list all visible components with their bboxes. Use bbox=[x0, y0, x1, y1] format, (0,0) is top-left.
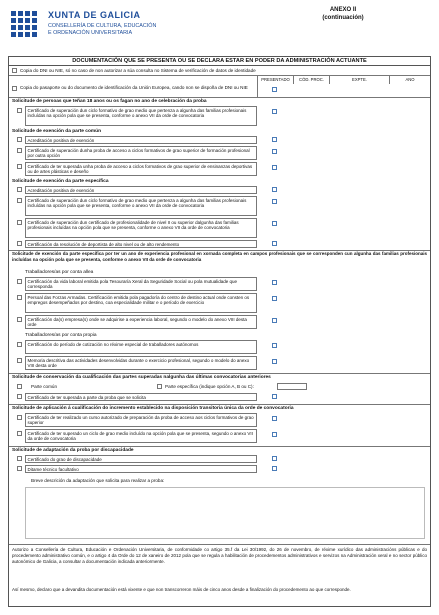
org-subtitle-line1: CONSELLERÍA DE CULTURA, EDUCACIÓN bbox=[48, 23, 157, 29]
common-part-label: Parte común bbox=[31, 384, 58, 389]
col-presentado: PRESENTADO bbox=[257, 76, 293, 84]
self-item-2-presented[interactable] bbox=[272, 359, 277, 364]
specific-item-1: Acreditación positiva de exención bbox=[25, 186, 257, 194]
employed-item-1-checkbox[interactable] bbox=[17, 279, 22, 284]
under18-item: Certificado de superación dun ciclo formativo de grao medio que pertenza a algunha das familias profesionais incluídas na opción pola que se presenta, conforme o anexo VII da orde de convocatoria bbox=[25, 106, 257, 126]
self-item-2: Memoria descritiva das actividades desenvolvidas durante o exercicio profesional, segundo o modelo do anexo VIII desta orde bbox=[25, 356, 257, 370]
employed-item-1-presented[interactable] bbox=[272, 280, 277, 285]
conservation-item-presented[interactable] bbox=[272, 394, 277, 399]
specific-item-1-presented[interactable] bbox=[272, 187, 277, 192]
declaration-paragraph: Así mesmo, declaro que a devandita documentación está vixente e que non transcorreron máis de cinco anos desde a finalización do procedemento ao que corresponde. bbox=[12, 587, 351, 592]
section-under18: Solicitude de persoas que teñan 18 anos ou os fagan no ano de celebración da proba bbox=[12, 99, 207, 104]
specific-item-4: Certificación da resolución de deportista de alto nivel ou de alto rendemento bbox=[25, 240, 257, 248]
specific-item-3-presented[interactable] bbox=[272, 221, 277, 226]
org-name: XUNTA DE GALICIA bbox=[48, 10, 141, 20]
common-item-2-checkbox[interactable] bbox=[17, 148, 22, 153]
passport-checkbox[interactable] bbox=[12, 86, 17, 91]
increment-item-2-checkbox[interactable] bbox=[17, 431, 22, 436]
employed-item-3-presented[interactable] bbox=[272, 318, 277, 323]
col-ano: ANO bbox=[389, 76, 430, 84]
passport-presented-checkbox[interactable] bbox=[272, 87, 277, 92]
conservation-item: Certificado de ter superada a parte da proba que se solicita bbox=[25, 393, 257, 401]
adaptation-item-2-checkbox[interactable] bbox=[17, 466, 22, 471]
annex-title: ANEXO II bbox=[329, 7, 357, 13]
employed-item-2-presented[interactable] bbox=[272, 296, 277, 301]
annex-subtitle: (continuación) bbox=[322, 15, 364, 21]
passport-label: Copia do pasaporte ou do documento de identificación da Unión Europea, cando non se dispoña de DNI ou NIE bbox=[20, 85, 248, 90]
org-subtitle bbox=[48, 23, 188, 37]
page-header bbox=[8, 4, 431, 54]
self-item-1: Certificación do período de cotización no réxime especial de traballadores autónomos bbox=[25, 340, 257, 354]
conservation-item-checkbox[interactable] bbox=[17, 394, 22, 399]
adaptation-brief-label: Breve descrición da adaptación que solicita para realizar a proba: bbox=[31, 478, 165, 483]
col-cod-proc: CÓD. PROC. bbox=[293, 76, 329, 84]
employed-item-2: Persoal das Forzas Armadas. Certificación emitida pola pagadoría do centro de destino actual onde consten os empregos desempeñados por destino, coa especialidade militar e o período de exercicio bbox=[25, 293, 257, 313]
common-item-3-presented[interactable] bbox=[272, 165, 277, 170]
specific-item-4-checkbox[interactable] bbox=[17, 241, 22, 246]
self-item-1-checkbox[interactable] bbox=[17, 342, 22, 347]
specific-item-3: Certificado de superación dun certificado de profesionalidade de nivel II ou superior dalgunha das familias profesionais incluídas na opción pola que se presenta, conforme o anexo VII da orde de convocatoria bbox=[25, 218, 257, 238]
id-copy-label: Copia do DNI ou NIE, só no caso de non autorizar a súa consulta no Sistema de verificación de datos de identidade bbox=[20, 68, 256, 73]
subsection-self-employed: Traballadores/as por conta propia bbox=[25, 333, 97, 338]
annex-heading bbox=[298, 6, 388, 22]
employed-item-3: Certificación da(s) empresa(s) onde se adquirise a experiencia laboral, segundo o modelo do anexo VIII desta orde bbox=[25, 315, 257, 329]
adaptation-item-2: Ditame técnico facultativo bbox=[25, 465, 257, 473]
section-common-exemption: Solicitude de exención da parte común bbox=[12, 129, 102, 134]
common-item-1-presented[interactable] bbox=[272, 137, 277, 142]
section-adaptation: Solicitude de adaptación da proba por discapacidade bbox=[12, 448, 134, 453]
section-conservation: Solicitude de conservación da cualificación das partes superadas nalgunha das últimas convocatorias anteriores bbox=[12, 375, 271, 380]
section-experience: Solicitude de exención da parte específica por ter un ano de experiencia profesional en xornada completa en campos profesionais que se corresponden cun algunha das familias profesionais incluídas na opción pola que se presenta, conforme o anexo VII da orde de convocatoria bbox=[12, 251, 427, 262]
increment-item-1-checkbox[interactable] bbox=[17, 415, 22, 420]
xunta-logo-icon bbox=[10, 10, 40, 44]
authorization-paragraph: Autorizo a Consellería de Cultura, Educación e Ordenación Universitaria, de conformidade co artigo 35.f da Lei 30/1992, do 26 de novembro, de réxime xurídico das administracións públicas e do procedemento administrativo común, e o artigo 4 da Orde do 12 de xaneiro de 2012 pola que se regula a habilitación de procedementos administrativos e servizos na Administración xeral e no sector público autonómico de Galicia, a consultar a documentación indicada anteriormente. bbox=[12, 547, 427, 564]
specific-part-checkbox[interactable] bbox=[157, 384, 162, 389]
increment-item-1: Certificado de ter realizado un curso autorizado de preparación da proba de acceso aos ciclos formativos de grao superior bbox=[25, 413, 257, 427]
specific-item-1-checkbox[interactable] bbox=[17, 187, 22, 192]
specific-item-2-checkbox[interactable] bbox=[17, 198, 22, 203]
increment-item-2: Certificado de ter superado un ciclo de grao medio incluído na opción pola que se presenta, segundo o anexo VII da orde de convocatoria bbox=[25, 429, 257, 443]
specific-item-2-presented[interactable] bbox=[272, 199, 277, 204]
org-subtitle-line2: E ORDENACIÓN UNIVERSITARIA bbox=[48, 30, 133, 36]
common-part-checkbox[interactable] bbox=[17, 384, 22, 389]
common-item-1-checkbox[interactable] bbox=[17, 137, 22, 142]
common-item-2-presented[interactable] bbox=[272, 149, 277, 154]
increment-item-2-presented[interactable] bbox=[272, 432, 277, 437]
section-increment: Solicitude de aplicación á cualificación do incremento establecido na disposición transitoria única da orde de convocatoria bbox=[12, 406, 294, 411]
under18-presented-checkbox[interactable] bbox=[272, 109, 277, 114]
col-expte: EXPTE. bbox=[329, 76, 389, 84]
adaptation-item-1-presented[interactable] bbox=[272, 456, 277, 461]
specific-item-2: Certificado de superación dun ciclo formativo de grao medio que pertenza a algunha das familias profesionais incluídas na opción pola que se presenta, conforme o anexo VII da orde de convocatoria bbox=[25, 196, 257, 216]
adaptation-item-1: Certificado do grao de discapacidade bbox=[25, 455, 257, 463]
increment-item-1-presented[interactable] bbox=[272, 416, 277, 421]
id-copy-checkbox[interactable] bbox=[12, 68, 17, 73]
section-specific-exemption: Solicitude de exención da parte específica bbox=[12, 179, 109, 184]
specific-item-3-checkbox[interactable] bbox=[17, 220, 22, 225]
employed-item-3-checkbox[interactable] bbox=[17, 317, 22, 322]
under18-item-checkbox[interactable] bbox=[17, 108, 22, 113]
common-item-2: Certificado de superación dunha proba de acceso a ciclos formativos de grao superior de formación profesional por outra opción bbox=[25, 146, 257, 160]
common-item-3-checkbox[interactable] bbox=[17, 164, 22, 169]
self-item-1-presented[interactable] bbox=[272, 343, 277, 348]
common-item-3: Certificado de ter superada unha proba de acceso a ciclos formativos de grao superior de ensinanzas deportivas ou de artes plásticas e deseño bbox=[25, 162, 257, 176]
employed-item-2-checkbox[interactable] bbox=[17, 295, 22, 300]
adaptation-item-1-checkbox[interactable] bbox=[17, 456, 22, 461]
form-title: DOCUMENTACIÓN QUE SE PRESENTA OU SE DECLARA ESTAR EN PODER DA ADMINISTRACIÓN ACTUANTE bbox=[9, 57, 430, 66]
self-item-2-checkbox[interactable] bbox=[17, 358, 22, 363]
specific-item-4-presented[interactable] bbox=[272, 241, 277, 246]
documentation-form bbox=[8, 56, 431, 607]
specific-option-input[interactable] bbox=[277, 383, 307, 390]
adaptation-item-2-presented[interactable] bbox=[272, 466, 277, 471]
common-item-1: Acreditación positiva de exención bbox=[25, 136, 257, 144]
specific-part-label: Parte específica (indique opción A, B ou C): bbox=[165, 384, 254, 389]
subsection-employed: Traballadores/as por conta allea bbox=[25, 270, 94, 275]
adaptation-brief-textarea[interactable] bbox=[25, 487, 425, 539]
employed-item-1: Certificación da vida laboral emitida pola Tesouraría Xeral da Seguridade Social ou pola mutualidade que corresponda bbox=[25, 277, 257, 291]
